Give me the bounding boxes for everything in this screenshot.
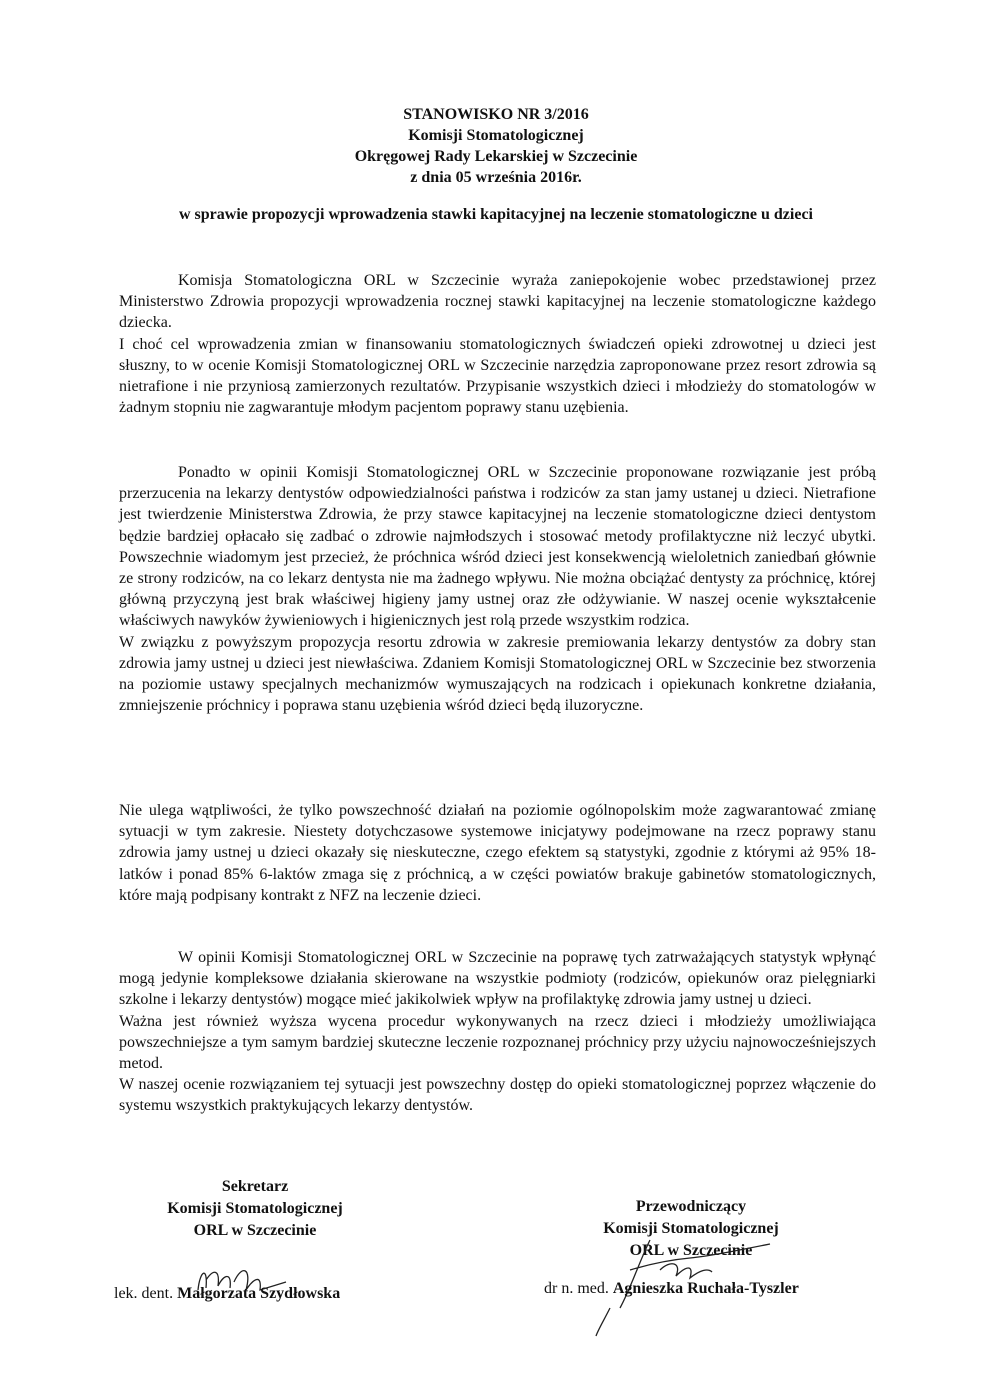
paragraph-1: Komisja Stomatologiczna ORL w Szczecinie wyraża zaniepokojenie wobec przedstawionej przez Ministerstwo Zdrowia propozycji wprowadzenia rocznej stawki kapitacyjnej na leczenie stomatologiczne każdego dziecka. — [119, 272, 876, 332]
chairman-committee: Komisji Stomatologicznej — [603, 1220, 779, 1237]
chairman-title: dr n. med. — [544, 1280, 609, 1297]
committee-name: Komisji Stomatologicznej — [408, 127, 584, 144]
document-date: z dnia 05 września 2016r. — [410, 169, 582, 186]
chairman-role: Przewodniczący — [635, 1198, 747, 1215]
chairman-name-line — [544, 1280, 799, 1298]
secretary-role: Sekretarz — [221, 1178, 289, 1195]
document-subject: w sprawie propozycji wprowadzenia stawki kapitacyjnej na leczenie stomatologiczne u dzieci — [178, 206, 813, 223]
paragraph-4: W związku z powyższym propozycja resortu zdrowia w zakresie premiowania lekarzy dentystów za dobry stan zdrowia jamy ustnej u dzieci jest niewłaściwa. Zdaniem Komisji Stomatologicznej ORL w Szczecinie bez stworzenia na poziomie ustawy specjalnych mechanizmów wymuszających na rodzicach i opiekunach konkretne działania, zmniejszenie próchnicy i poprawa stanu uzębienia wśród dzieci będą iluzoryczne. — [119, 633, 876, 715]
paragraph-8: W naszej ocenie rozwiązaniem tej sytuacji jest powszechny dostęp do opieki stomatologicznej poprzez włączenie do systemu wszystkich praktykujących lekarzy dentystów. — [119, 1076, 876, 1115]
section-1 — [119, 270, 876, 418]
chairman-name: Agnieszka Ruchała-Tyszler — [612, 1280, 799, 1297]
document-header — [0, 104, 992, 188]
section-2 — [119, 462, 876, 716]
paragraph-2: I choć cel wprowadzenia zmian w finansowaniu stomatologicznych świadczeń opieki zdrowotnej u dzieci jest słuszny, to w ocenie Komisji Stomatologicznej ORL w Szczecinie narzędzia zaproponowane przez resort zdrowia są nietrafione i nie przyniosą zamierzonych rezultatów. Przypisanie wszystkich dzieci i młodzieży do stomatologów w żadnym stopniu nie zagwarantuje młodym pacjentom poprawy stanu uzębienia. — [119, 335, 876, 417]
secretary-committee: Komisji Stomatologicznej — [167, 1200, 343, 1217]
section-4 — [119, 947, 876, 1117]
document-number: STANOWISKO NR 3/2016 — [403, 106, 589, 123]
secretary-title: lek. dent. — [114, 1285, 174, 1302]
paragraph-7: Ważna jest również wyższa wycena procedur wykonywanych na rzecz dzieci i młodzieży umożliwiająca powszechniejsze a tym samym bardziej skuteczne leczenie rozpoznanej próchnicy przy użyciu najnowocześniejszych metod. — [119, 1012, 876, 1073]
paragraph-5: Nie ulega wątpliwości, że tylko powszechność działań na poziomie ogólnopolskim może zagwarantować zmianę sytuacji w tym zakresie. Niestety dotychczasowe systemowe inicjatywy podejmowane na rzecz poprawy stanu zdrowia jamy ustnej u dzieci okazały się nieskuteczne, czego efektem są statystyki, zgodnie z którymi aż 95% 18-latków i ponad 85% 6-laktów zmaga się z próchnicą, a w części powiatów brakuje gabinetów stomatologicznych, które mają podpisany kontrakt z NFZ na leczenie dzieci. — [119, 802, 876, 904]
secretary-name: Małgorzata Szydłowska — [177, 1285, 341, 1302]
council-name: Okręgowej Rady Lekarskiej w Szczecinie — [354, 148, 638, 165]
secretary-council: ORL w Szczecinie — [193, 1222, 317, 1239]
paragraph-3: Ponadto w opinii Komisji Stomatologicznej ORL w Szczecinie proponowane rozwiązanie jest próbą przerzucenia na lekarzy dentystów odpowiedzialności państwa i rodziców za stan jamy ustanej u dzieci. Nietrafione jest twierdzenie Ministerstwa Zdrowia, że przy stawce kapitacyjnej na leczenie stomatologiczne dzieci dentystom będzie bardziej opłacało się zadbać o zdrowie najmłodszych i stosować metody profilaktyczne niż leczyć ubytki. Powszechnie wiadomym jest przecież, że próchnica wśród dzieci jest konsekwencją wieloletnich zaniedbań głównie ze strony rodziców, na co lekarz dentysta nie ma żadnego wpływu. Nie można obciążać dentysty za próchnicę, której główną przyczyną jest brak właściwej higieny jamy ustnej oraz złe odżywianie. W naszej ocenie wykształcenie właściwych nawyków żywieniowych i higienicznych jest rolą przede wszystkim rodzica. — [119, 464, 876, 630]
section-3 — [119, 800, 876, 906]
paragraph-6: W opinii Komisji Stomatologicznej ORL w Szczecinie na poprawę tych zatrważających statystyk wpłynąć mogą jedynie kompleksowe działania skierowane na wszystkie podmioty (rodziców, opiekunów oraz pielęgniarki szkolne i lekarzy dentystów) mogące mieć jakikolwiek wpływ na profilaktykę zdrowia jamy ustnej u dzieci. — [119, 949, 876, 1009]
signature-block-secretary — [130, 1176, 380, 1242]
chairman-council: ORL w Szczecinie — [629, 1242, 753, 1259]
secretary-name-line — [114, 1285, 340, 1303]
